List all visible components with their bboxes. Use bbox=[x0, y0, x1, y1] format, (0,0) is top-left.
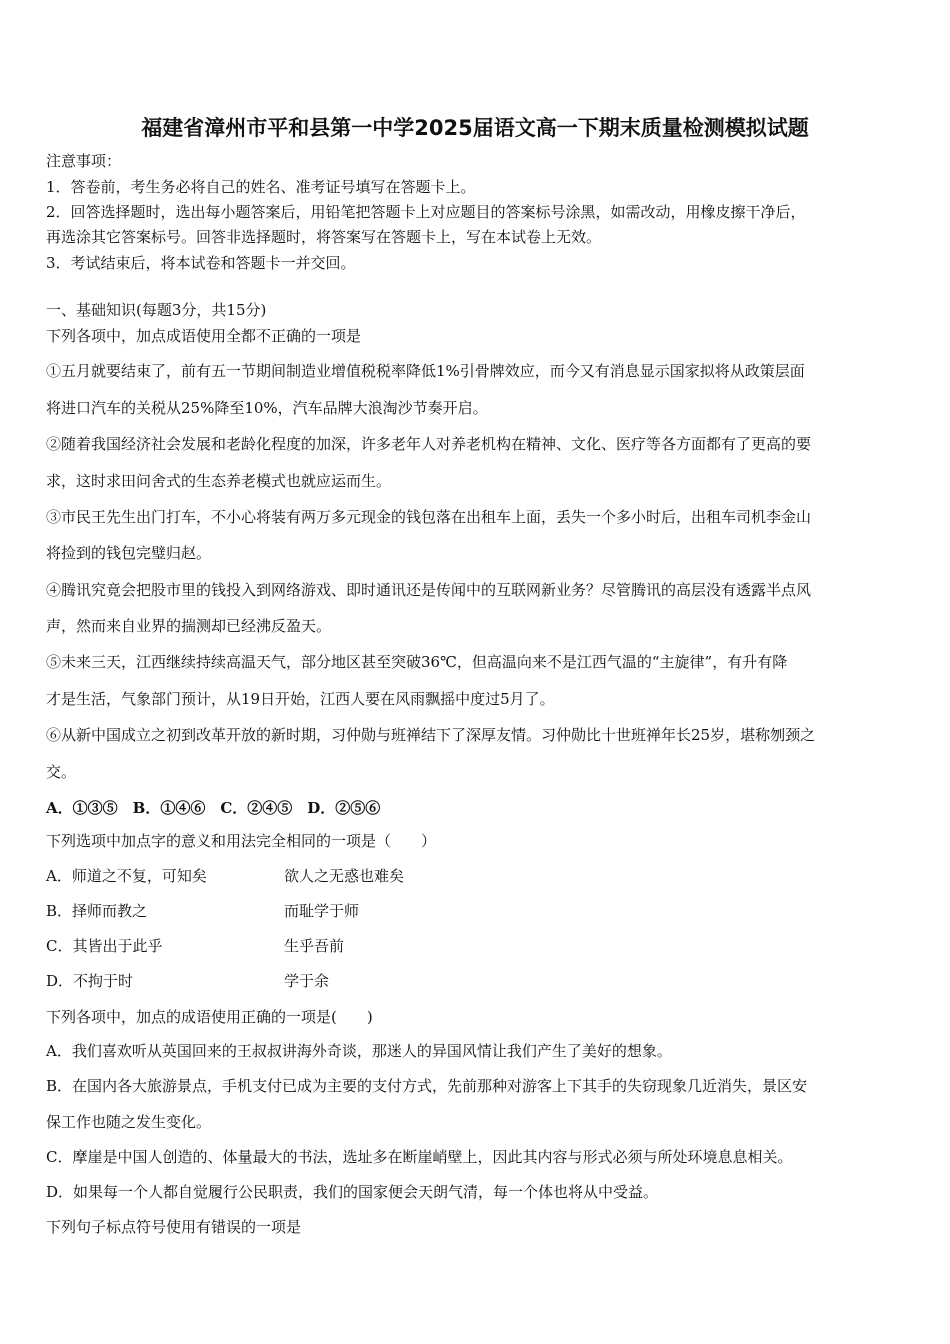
option-right: 而耻学于师 bbox=[284, 902, 360, 920]
option-left: D．不拘于时 bbox=[46, 972, 134, 990]
page-title: 福建省漳州市平和县第一中学2025届语文高一下期末质量检测模拟试题 bbox=[141, 116, 809, 140]
question-line: 将进口汽车的关税从25%降至10%，汽车品牌大浪淘沙节奏开启。 bbox=[46, 399, 488, 417]
question-line: A．我们喜欢听从英国回来的王叔叔讲海外奇谈，那迷人的异国风情让我们产生了美好的想象。 bbox=[46, 1042, 672, 1060]
question-line: 才是生活，气象部门预计，从19日开始，江西人要在风雨飘摇中度过5月了。 bbox=[46, 690, 555, 708]
question-line: D．如果每一个人都自觉履行公民职责，我们的国家便会天朗气清，每一个体也将从中受益。 bbox=[46, 1183, 659, 1201]
question-line: 求，这时求田问舍式的生态养老模式也就应运而生。 bbox=[46, 472, 392, 490]
option-left: A．师道之不复，可知矣 bbox=[46, 867, 207, 885]
option-right: 学于余 bbox=[284, 972, 330, 990]
question-stem: 下列句子标点符号使用有错误的一项是 bbox=[46, 1218, 302, 1236]
section-heading: 一、基础知识(每题3分，共15分) bbox=[46, 301, 267, 319]
question-line: ⑤未来三天，江西继续持续高温天气，部分地区甚至突破36℃，但高温向来不是江西气温的“主旋律”，有升有降 bbox=[46, 653, 788, 671]
question-line: ③市民王先生出门打车，不小心将装有两万多元现金的钱包落在出租车上面，丢失一个多小时后，出租车司机李金山 bbox=[46, 508, 812, 526]
option-right: 欲人之无惑也难矣 bbox=[284, 867, 405, 885]
question-line: 交。 bbox=[46, 763, 77, 781]
option-left: B．择师而教之 bbox=[46, 902, 148, 920]
question-line: B．在国内各大旅游景点，手机支付已成为主要的支付方式，先前那种对游客上下其手的失窃现象几近消失，景区安 bbox=[46, 1077, 808, 1095]
question-line: 保工作也随之发生变化。 bbox=[46, 1113, 212, 1131]
question-line: 声，然而来自业界的揣测却已经沸反盈天。 bbox=[46, 617, 332, 635]
option-right: 生乎吾前 bbox=[284, 937, 345, 955]
question-stem: 下列各项中，加点成语使用全都不正确的一项是 bbox=[46, 327, 362, 345]
notice-item: 1．答卷前，考生务必将自己的姓名、准考证号填写在答题卡上。 bbox=[46, 178, 476, 196]
question-line: 将捡到的钱包完璧归赵。 bbox=[46, 544, 212, 562]
question-line: ⑥从新中国成立之初到改革开放的新时期，习仲勋与班禅结下了深厚友情。习仲勋比十世班禅年长25岁，堪称刎颈之 bbox=[46, 726, 816, 744]
notice-heading: 注意事项： bbox=[46, 152, 122, 170]
question-line: ②随着我国经济社会发展和老龄化程度的加深，许多老年人对养老机构在精神、文化、医疗等各方面都有了更高的要 bbox=[46, 435, 812, 453]
question-line: ④腾讯究竟会把股市里的钱投入到网络游戏、即时通讯还是传闻中的互联网新业务？尽管腾讯的高层没有透露半点风 bbox=[46, 581, 812, 599]
notice-item: 3．考试结束后，将本试卷和答题卡一并交回。 bbox=[46, 254, 356, 272]
answer-options: A．①③⑤ B．①④⑥ C．②④⑤ D．②⑤⑥ bbox=[46, 799, 381, 817]
question-stem: 下列选项中加点字的意义和用法完全相同的一项是（ ） bbox=[46, 832, 437, 850]
question-line: ①五月就要结束了，前有五一节期间制造业增值税税率降低1%引骨牌效应，而今又有消息显示国家拟将从政策层面 bbox=[46, 362, 805, 380]
notice-item: 再选涂其它答案标号。回答非选择题时，将答案写在答题卡上，写在本试卷上无效。 bbox=[46, 228, 602, 246]
option-left: C．其皆出于此乎 bbox=[46, 937, 163, 955]
question-stem: 下列各项中，加点的成语使用正确的一项是( ) bbox=[46, 1008, 373, 1026]
question-line: C．摩崖是中国人创造的、体量最大的书法，选址多在断崖峭壁上，因此其内容与形式必须与所处环境息息相关。 bbox=[46, 1148, 793, 1166]
notice-item: 2．回答选择题时，选出每小题答案后，用铅笔把答题卡上对应题目的答案标号涂黑，如需改动，用橡皮擦干净后， bbox=[46, 203, 806, 221]
